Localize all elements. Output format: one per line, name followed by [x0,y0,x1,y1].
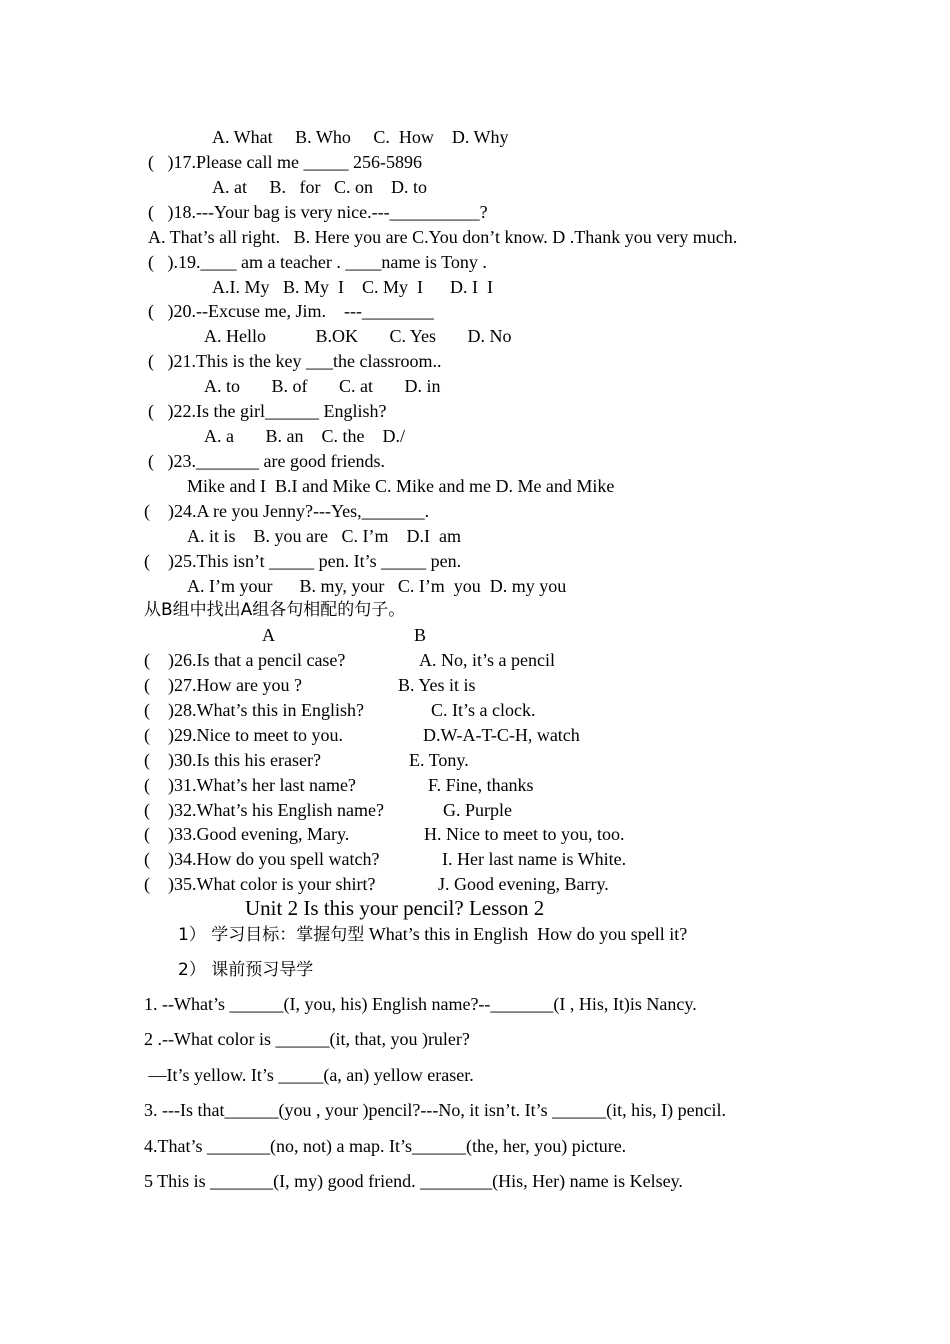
column-a-header: A [262,625,275,645]
q22-options: A. a B. an C. the D./ [204,426,405,446]
preview-label: 2） 课前预习导学 [178,960,314,980]
match-answer: B. Yes it is [398,675,476,695]
exercise-2-answer: —It’s yellow. It’s _____(a, an) yellow eraser. [144,1065,474,1085]
q18: ( )18.---Your bag is very nice.---__________? [148,202,488,222]
learning-goal-text: What’s this in English How do you spell it? [364,924,688,944]
match-answer: C. It’s a clock. [431,700,536,720]
exercise-2: 2 .--What color is ______(it, that, you )ruler? [144,1029,470,1049]
match-question: ( )27.How are you ? [144,675,302,695]
match-question: ( )28.What’s this in English? [144,700,364,720]
q22: ( )22.Is the girl______ English? [148,401,387,421]
q24-options: A. it is B. you are C. I’m D.I am [187,526,461,546]
q25-options: A. I’m your B. my, your C. I’m you D. my you [187,576,567,596]
q17-options: A. at B. for C. on D. to [212,177,427,197]
q23: ( )23._______ are good friends. [148,451,385,471]
q19-options: A.I. My B. My I C. My I D. I I [212,277,493,297]
match-answer: G. Purple [443,800,512,820]
q20-options: A. Hello B.OK C. Yes D. No [204,326,512,346]
exercise-1: 1. --What’s ______(I, you, his) English name?--_______(I , His, It)is Nancy. [144,994,697,1014]
match-answer: I. Her last name is White. [442,849,627,869]
q20: ( )20.--Excuse me, Jim. ---________ [148,301,434,321]
match-question: ( )31.What’s her last name? [144,775,356,795]
learning-goal [178,923,687,946]
exercise-4: 4.That’s _______(no, not) a map. It’s______(the, her, you) picture. [144,1136,627,1156]
match-question: ( )32.What’s his English name? [144,800,384,820]
q21-options: A. to B. of C. at D. in [204,376,441,396]
match-question: ( )29.Nice to meet to you. [144,725,343,745]
unit-heading: Unit 2 Is this your pencil? Lesson 2 [245,896,545,920]
match-question: ( )33.Good evening, Mary. [144,824,350,844]
match-answer: D.W-A-T-C-H, watch [423,725,580,745]
match-question: ( )34.How do you spell watch? [144,849,380,869]
match-question: ( )30.Is this his eraser? [144,750,321,770]
match-answer: H. Nice to meet to you, too. [424,824,625,844]
exercise-3: 3. ---Is that______(you , your )pencil?---No, it isn’t. It’s ______(it, his, I) pencil. [144,1100,727,1120]
learning-goal-label: 1） 学习目标：掌握句型 [178,925,365,945]
match-question: ( )35.What color is your shirt? [144,874,376,894]
match-question: ( )26.Is that a pencil case? [144,650,346,670]
exercise-5: 5 This is _______(I, my) good friend. ________(His, Her) name is Kelsey. [144,1171,683,1191]
q17: ( )17.Please call me _____ 256-5896 [148,152,422,172]
q16-options: A. What B. Who C. How D. Why [212,127,509,147]
q25: ( )25.This isn’t _____ pen. It’s _____ pen. [144,551,462,571]
q18-options: A. That’s all right. B. Here you are C.You don’t know. D .Thank you very much. [148,227,738,247]
q24: ( )24.A re you Jenny?---Yes,_______. [144,501,430,521]
match-answer: F. Fine, thanks [428,775,534,795]
match-answer: J. Good evening, Barry. [438,874,609,894]
q19: ( ).19.____ am a teacher . ____name is Tony . [148,252,487,272]
q23-options: Mike and I B.I and Mike C. Mike and me D. Me and Mike [187,476,615,496]
match-answer: A. No, it’s a pencil [419,650,555,670]
match-answer: E. Tony. [409,750,469,770]
column-b-header: B [414,625,427,645]
matching-instruction: 从B组中找出A组各句相配的句子。 [144,600,406,620]
q21: ( )21.This is the key ___the classroom.. [148,351,442,371]
